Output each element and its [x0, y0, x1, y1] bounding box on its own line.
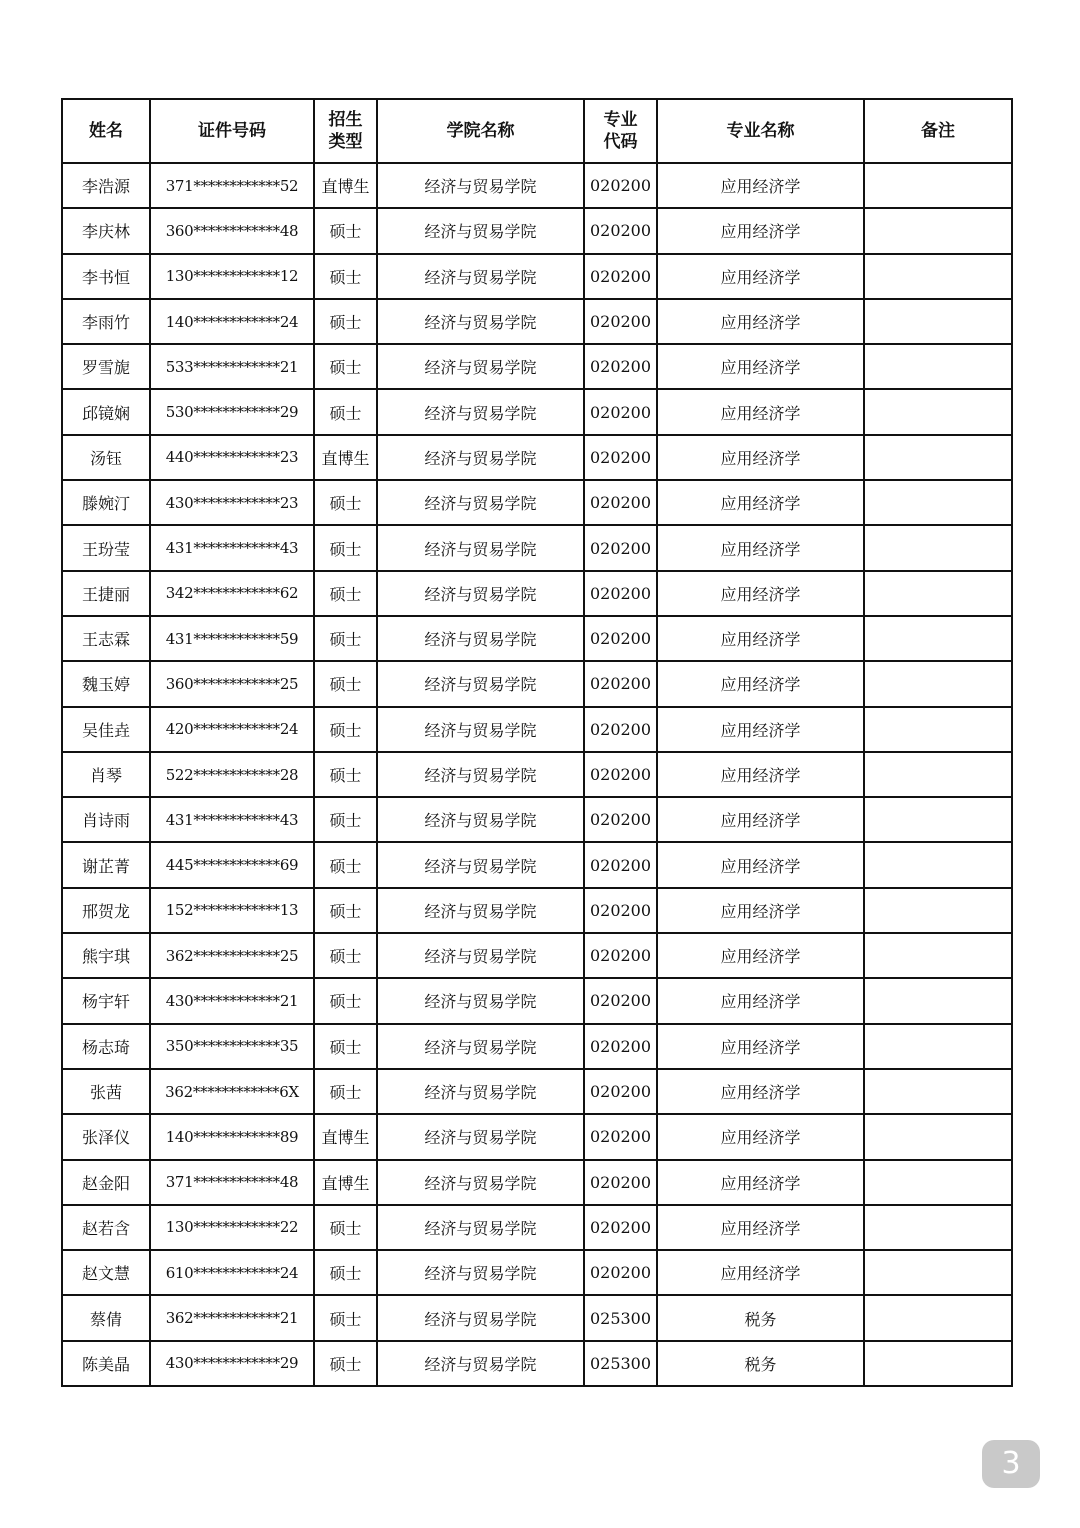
cell-major: 税务 — [657, 1341, 864, 1386]
cell-name: 张泽仪 — [62, 1114, 150, 1159]
cell-type: 硕士 — [314, 525, 377, 570]
cell-note — [864, 752, 1012, 797]
cell-code: 020200 — [584, 707, 657, 752]
cell-note — [864, 571, 1012, 616]
cell-college: 经济与贸易学院 — [377, 1114, 584, 1159]
cell-code: 020200 — [584, 163, 657, 208]
cell-name: 王捷丽 — [62, 571, 150, 616]
table-row — [62, 797, 1012, 842]
cell-college: 经济与贸易学院 — [377, 1250, 584, 1295]
page-number: 3 — [1001, 1446, 1021, 1481]
cell-note — [864, 1205, 1012, 1250]
cell-id: 431************43 — [150, 525, 314, 570]
cell-college: 经济与贸易学院 — [377, 842, 584, 887]
table-row — [62, 1160, 1012, 1205]
cell-note — [864, 797, 1012, 842]
cell-id: 362************6X — [150, 1069, 314, 1114]
cell-college: 经济与贸易学院 — [377, 707, 584, 752]
cell-college: 经济与贸易学院 — [377, 344, 584, 389]
cell-college: 经济与贸易学院 — [377, 933, 584, 978]
cell-code: 020200 — [584, 933, 657, 978]
table-row — [62, 1250, 1012, 1295]
cell-major: 应用经济学 — [657, 525, 864, 570]
cell-major: 应用经济学 — [657, 1069, 864, 1114]
cell-major: 应用经济学 — [657, 299, 864, 344]
cell-code: 020200 — [584, 1160, 657, 1205]
table-body — [62, 163, 1012, 1386]
cell-id: 362************21 — [150, 1295, 314, 1340]
cell-college: 经济与贸易学院 — [377, 1295, 584, 1340]
cell-note — [864, 1250, 1012, 1295]
cell-code: 020200 — [584, 842, 657, 887]
cell-note — [864, 1341, 1012, 1386]
cell-name: 杨志琦 — [62, 1024, 150, 1069]
cell-type: 硕士 — [314, 254, 377, 299]
cell-major: 应用经济学 — [657, 480, 864, 525]
cell-id: 430************29 — [150, 1341, 314, 1386]
cell-major: 应用经济学 — [657, 752, 864, 797]
cell-name: 王玢莹 — [62, 525, 150, 570]
table-row — [62, 933, 1012, 978]
table-row — [62, 571, 1012, 616]
cell-type: 硕士 — [314, 1024, 377, 1069]
cell-major: 应用经济学 — [657, 208, 864, 253]
table-row — [62, 389, 1012, 434]
cell-name: 杨宇轩 — [62, 978, 150, 1023]
cell-major: 应用经济学 — [657, 978, 864, 1023]
cell-id: 420************24 — [150, 707, 314, 752]
cell-name: 赵文慧 — [62, 1250, 150, 1295]
cell-type: 硕士 — [314, 661, 377, 706]
cell-type: 直博生 — [314, 1114, 377, 1159]
cell-college: 经济与贸易学院 — [377, 389, 584, 434]
cell-type: 硕士 — [314, 1250, 377, 1295]
cell-note — [864, 208, 1012, 253]
cell-college: 经济与贸易学院 — [377, 163, 584, 208]
cell-college: 经济与贸易学院 — [377, 1205, 584, 1250]
cell-name: 汤钰 — [62, 435, 150, 480]
cell-major: 应用经济学 — [657, 163, 864, 208]
cell-code: 020200 — [584, 1114, 657, 1159]
cell-code: 020200 — [584, 435, 657, 480]
cell-major: 应用经济学 — [657, 1024, 864, 1069]
cell-code: 020200 — [584, 389, 657, 434]
cell-code: 020200 — [584, 254, 657, 299]
cell-major: 应用经济学 — [657, 842, 864, 887]
cell-type: 硕士 — [314, 888, 377, 933]
cell-note — [864, 344, 1012, 389]
cell-type: 硕士 — [314, 978, 377, 1023]
cell-code: 020200 — [584, 797, 657, 842]
cell-name: 肖琴 — [62, 752, 150, 797]
cell-note — [864, 480, 1012, 525]
cell-type: 硕士 — [314, 1295, 377, 1340]
cell-id: 431************59 — [150, 616, 314, 661]
cell-id: 431************43 — [150, 797, 314, 842]
cell-note — [864, 389, 1012, 434]
cell-name: 李浩源 — [62, 163, 150, 208]
cell-note — [864, 933, 1012, 978]
cell-major: 应用经济学 — [657, 797, 864, 842]
admission-table — [61, 98, 1013, 1387]
cell-major: 应用经济学 — [657, 888, 864, 933]
cell-major: 应用经济学 — [657, 1114, 864, 1159]
cell-note — [864, 616, 1012, 661]
cell-code: 020200 — [584, 299, 657, 344]
cell-note — [864, 707, 1012, 752]
cell-college: 经济与贸易学院 — [377, 480, 584, 525]
cell-type: 硕士 — [314, 208, 377, 253]
cell-note — [864, 842, 1012, 887]
table-row — [62, 1114, 1012, 1159]
cell-college: 经济与贸易学院 — [377, 571, 584, 616]
cell-name: 陈美晶 — [62, 1341, 150, 1386]
cell-id: 360************25 — [150, 661, 314, 706]
cell-name: 熊宇琪 — [62, 933, 150, 978]
cell-code: 020200 — [584, 480, 657, 525]
cell-id: 610************24 — [150, 1250, 314, 1295]
cell-code: 025300 — [584, 1295, 657, 1340]
cell-major: 应用经济学 — [657, 933, 864, 978]
page-number-badge — [982, 1440, 1040, 1488]
cell-id: 533************21 — [150, 344, 314, 389]
cell-code: 020200 — [584, 1069, 657, 1114]
cell-code: 020200 — [584, 1205, 657, 1250]
cell-code: 020200 — [584, 1024, 657, 1069]
table-row — [62, 480, 1012, 525]
cell-major: 应用经济学 — [657, 571, 864, 616]
cell-major: 应用经济学 — [657, 661, 864, 706]
cell-name: 赵金阳 — [62, 1160, 150, 1205]
table-row — [62, 661, 1012, 706]
cell-name: 张茜 — [62, 1069, 150, 1114]
cell-type: 硕士 — [314, 616, 377, 661]
cell-major: 应用经济学 — [657, 1160, 864, 1205]
cell-id: 360************48 — [150, 208, 314, 253]
cell-name: 赵若含 — [62, 1205, 150, 1250]
table-row — [62, 616, 1012, 661]
table-row — [62, 344, 1012, 389]
cell-code: 025300 — [584, 1341, 657, 1386]
cell-type: 硕士 — [314, 389, 377, 434]
cell-id: 140************89 — [150, 1114, 314, 1159]
table-row — [62, 208, 1012, 253]
cell-id: 530************29 — [150, 389, 314, 434]
table-row — [62, 1341, 1012, 1386]
cell-note — [864, 1114, 1012, 1159]
cell-note — [864, 254, 1012, 299]
cell-code: 020200 — [584, 208, 657, 253]
cell-name: 滕婉汀 — [62, 480, 150, 525]
cell-college: 经济与贸易学院 — [377, 797, 584, 842]
cell-id: 430************23 — [150, 480, 314, 525]
table-row — [62, 1205, 1012, 1250]
table-row — [62, 525, 1012, 570]
column-header-major: 专业名称 — [657, 99, 864, 163]
table-row — [62, 707, 1012, 752]
column-header-name: 姓名 — [62, 99, 150, 163]
cell-id: 371************48 — [150, 1160, 314, 1205]
table-row — [62, 752, 1012, 797]
cell-name: 邱镜娴 — [62, 389, 150, 434]
cell-major: 应用经济学 — [657, 389, 864, 434]
cell-name: 李庆林 — [62, 208, 150, 253]
cell-college: 经济与贸易学院 — [377, 1160, 584, 1205]
column-header-note: 备注 — [864, 99, 1012, 163]
cell-note — [864, 1160, 1012, 1205]
cell-code: 020200 — [584, 752, 657, 797]
cell-name: 李书恒 — [62, 254, 150, 299]
table-row — [62, 1069, 1012, 1114]
cell-name: 邢贺龙 — [62, 888, 150, 933]
table-row — [62, 888, 1012, 933]
cell-code: 020200 — [584, 344, 657, 389]
cell-note — [864, 661, 1012, 706]
cell-code: 020200 — [584, 978, 657, 1023]
column-header-id: 证件号码 — [150, 99, 314, 163]
cell-note — [864, 1295, 1012, 1340]
cell-type: 直博生 — [314, 435, 377, 480]
column-header-type: 招生 类型 — [314, 99, 377, 163]
cell-code: 020200 — [584, 616, 657, 661]
cell-college: 经济与贸易学院 — [377, 661, 584, 706]
cell-name: 谢芷菁 — [62, 842, 150, 887]
table-row — [62, 163, 1012, 208]
cell-college: 经济与贸易学院 — [377, 525, 584, 570]
cell-note — [864, 163, 1012, 208]
cell-type: 硕士 — [314, 1341, 377, 1386]
cell-type: 硕士 — [314, 933, 377, 978]
cell-type: 硕士 — [314, 752, 377, 797]
cell-id: 140************24 — [150, 299, 314, 344]
cell-major: 税务 — [657, 1295, 864, 1340]
cell-college: 经济与贸易学院 — [377, 978, 584, 1023]
admission-list-sheet — [61, 98, 1011, 1387]
cell-type: 硕士 — [314, 299, 377, 344]
cell-major: 应用经济学 — [657, 254, 864, 299]
cell-name: 魏玉婷 — [62, 661, 150, 706]
table-row — [62, 842, 1012, 887]
cell-note — [864, 1069, 1012, 1114]
cell-id: 371************52 — [150, 163, 314, 208]
cell-major: 应用经济学 — [657, 707, 864, 752]
table-row — [62, 435, 1012, 480]
cell-type: 硕士 — [314, 842, 377, 887]
table-header-row — [62, 99, 1012, 163]
cell-code: 020200 — [584, 571, 657, 616]
cell-college: 经济与贸易学院 — [377, 1069, 584, 1114]
table-row — [62, 1024, 1012, 1069]
cell-college: 经济与贸易学院 — [377, 208, 584, 253]
cell-type: 硕士 — [314, 707, 377, 752]
cell-code: 020200 — [584, 525, 657, 570]
cell-note — [864, 299, 1012, 344]
cell-id: 342************62 — [150, 571, 314, 616]
cell-type: 硕士 — [314, 797, 377, 842]
cell-id: 445************69 — [150, 842, 314, 887]
table-row — [62, 1295, 1012, 1340]
cell-college: 经济与贸易学院 — [377, 616, 584, 661]
column-header-college: 学院名称 — [377, 99, 584, 163]
cell-id: 152************13 — [150, 888, 314, 933]
table-row — [62, 978, 1012, 1023]
cell-college: 经济与贸易学院 — [377, 1341, 584, 1386]
cell-code: 020200 — [584, 1250, 657, 1295]
cell-college: 经济与贸易学院 — [377, 299, 584, 344]
cell-type: 直博生 — [314, 163, 377, 208]
column-header-code: 专业 代码 — [584, 99, 657, 163]
cell-name: 李雨竹 — [62, 299, 150, 344]
cell-college: 经济与贸易学院 — [377, 752, 584, 797]
cell-note — [864, 888, 1012, 933]
cell-id: 130************22 — [150, 1205, 314, 1250]
cell-name: 罗雪旎 — [62, 344, 150, 389]
cell-id: 130************12 — [150, 254, 314, 299]
cell-type: 硕士 — [314, 344, 377, 389]
cell-id: 362************25 — [150, 933, 314, 978]
cell-major: 应用经济学 — [657, 344, 864, 389]
cell-note — [864, 525, 1012, 570]
cell-type: 硕士 — [314, 1069, 377, 1114]
cell-type: 直博生 — [314, 1160, 377, 1205]
cell-code: 020200 — [584, 888, 657, 933]
cell-major: 应用经济学 — [657, 1205, 864, 1250]
table-row — [62, 299, 1012, 344]
cell-major: 应用经济学 — [657, 616, 864, 661]
cell-type: 硕士 — [314, 1205, 377, 1250]
cell-id: 350************35 — [150, 1024, 314, 1069]
cell-college: 经济与贸易学院 — [377, 888, 584, 933]
cell-id: 522************28 — [150, 752, 314, 797]
cell-name: 肖诗雨 — [62, 797, 150, 842]
cell-id: 440************23 — [150, 435, 314, 480]
cell-name: 蔡倩 — [62, 1295, 150, 1340]
cell-name: 王志霖 — [62, 616, 150, 661]
cell-note — [864, 1024, 1012, 1069]
cell-college: 经济与贸易学院 — [377, 435, 584, 480]
cell-type: 硕士 — [314, 480, 377, 525]
cell-note — [864, 435, 1012, 480]
cell-college: 经济与贸易学院 — [377, 254, 584, 299]
cell-name: 吴佳垚 — [62, 707, 150, 752]
cell-code: 020200 — [584, 661, 657, 706]
table-row — [62, 254, 1012, 299]
cell-note — [864, 978, 1012, 1023]
cell-college: 经济与贸易学院 — [377, 1024, 584, 1069]
cell-id: 430************21 — [150, 978, 314, 1023]
cell-major: 应用经济学 — [657, 1250, 864, 1295]
cell-major: 应用经济学 — [657, 435, 864, 480]
cell-type: 硕士 — [314, 571, 377, 616]
